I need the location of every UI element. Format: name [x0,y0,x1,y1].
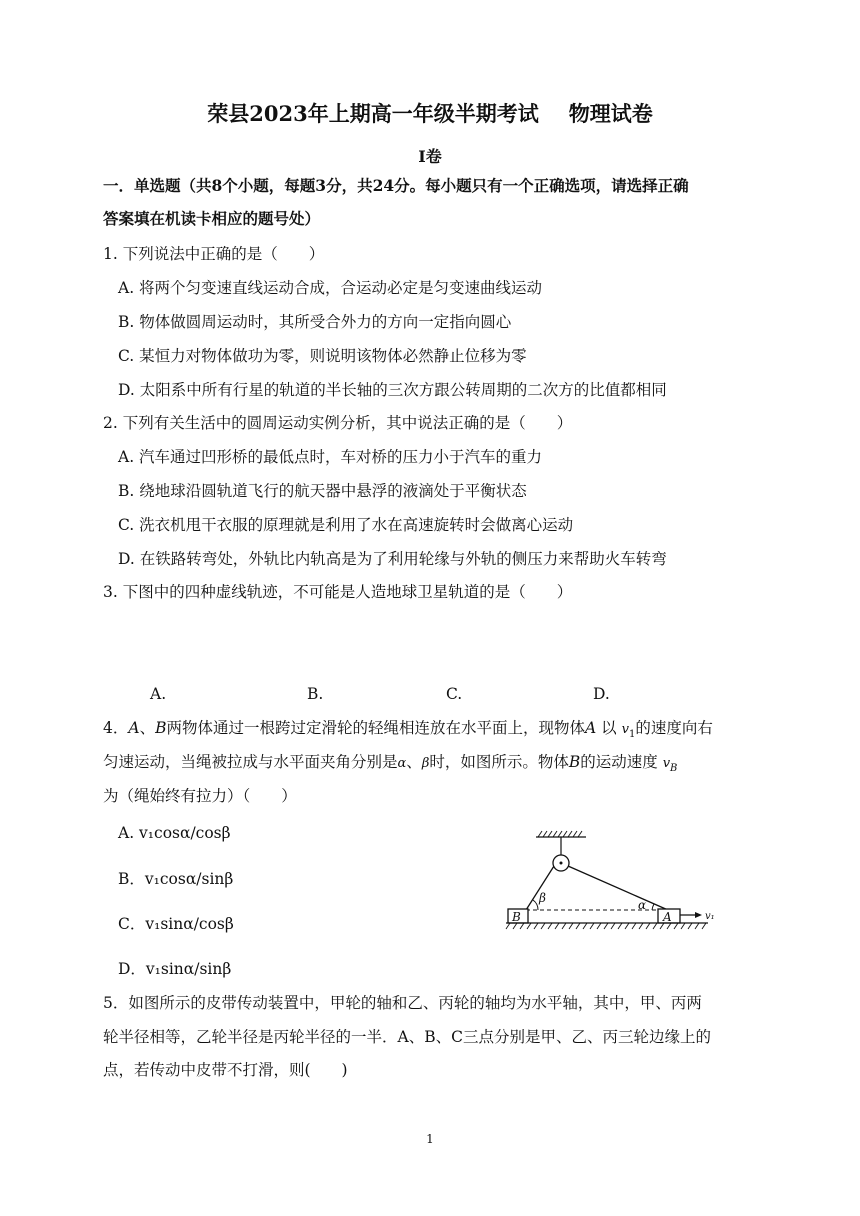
q2-stem: 2. 下列有关生活中的圆周运动实例分析，其中说法正确的是（ ） [103,414,573,432]
q1-option-d: D. 太阳系中所有行星的轨道的半长轴的三次方跟公转周期的二次方的比值都相同 [118,381,667,399]
q4-pulley-figure [500,828,730,933]
q2-option-a: A. 汽车通过凹形桥的最低点时，车对桥的压力小于汽车的重力 [118,448,543,466]
q3-label-a: A. [150,685,167,703]
q2-option-c: C. 洗衣机甩干衣服的原理就是利用了水在高速旋转时会做离心运动 [118,516,574,534]
q4-option-d: D．v₁sinα/sinβ [118,960,232,978]
fig-label-v1: v₁ [705,911,715,922]
q1-stem: 1. 下列说法中正确的是（ ） [103,245,325,263]
q4-stem-line3: 为（绳始终有拉力）（ ） [103,787,297,805]
fig-label-b: B [512,910,521,924]
q3-label-b: B. [307,685,324,703]
q4-option-b: B．v₁cosα/sinβ [118,870,234,888]
q3-stem: 3. 下图中的四种虚线轨迹，不可能是人造地球卫星轨道的是（ ） [103,583,573,601]
fig-label-a: A [663,910,672,924]
volume-label: I卷 [418,147,442,166]
q3-label-c: C. [446,685,463,703]
q1-option-a: A. 将两个匀变速直线运动合成，合运动必定是匀变速曲线运动 [118,279,543,297]
q4-option-a: A. v₁cosα/cosβ [118,824,231,842]
q4-option-c: C．v₁sinα/cosβ [118,915,234,933]
exam-title [0,101,860,127]
fig-label-beta: β [539,891,546,905]
q1-option-b: B. 物体做圆周运动时，其所受合外力的方向一定指向圆心 [118,313,512,331]
q5-line2: 轮半径相等，乙轮半径是丙轮半径的一半．A、B、C三点分别是甲、乙、丙三轮边缘上的 [103,1028,711,1046]
q4-var-a: A [128,719,140,737]
q3-label-d: D. [593,685,610,703]
q1-option-c: C. 某恒力对物体做功为零，则说明该物体必然静止位移为零 [118,347,527,365]
q4-stem-line2: 匀速运动，当绳被拉成与水平面夹角分别是α、β时，如图所示。物体B的运动速度 $v_B$ [103,753,678,774]
q4-stem-line1: 4．A、B两物体通过一根跨过定滑轮的轻绳相连放在水平面上，现物体A 以 $v_1$的速度向右 [103,719,713,740]
q2-option-d: D. 在铁路转弯处，外轨比内轨高是为了利用轮缘与外轨的侧压力来帮助火车转弯 [118,550,667,568]
section-heading-line2: 答案填在机读卡相应的题号处） [103,209,321,228]
q5-line3: 点，若传动中皮带不打滑，则( ) [103,1061,348,1079]
section-heading-line1: 一．单选题（共8个小题，每题3分，共24分。每小题只有一个正确选项，请选择正确 [103,176,689,195]
title-subject: 物理试卷 [568,101,653,126]
title-main: 荣县2023年上期高一年级半期考试 [207,101,539,126]
q5-line1: 5．如图所示的皮带传动装置中，甲轮的轴和乙、丙轮的轴均为水平轴，其中，甲、丙两 [103,994,702,1012]
fig-label-alpha: α [638,898,647,912]
q4-var-b: B [155,719,167,737]
page-number: 1 [426,1132,434,1146]
q2-option-b: B. 绕地球沿圆轨道飞行的航天器中悬浮的液滴处于平衡状态 [118,482,527,500]
